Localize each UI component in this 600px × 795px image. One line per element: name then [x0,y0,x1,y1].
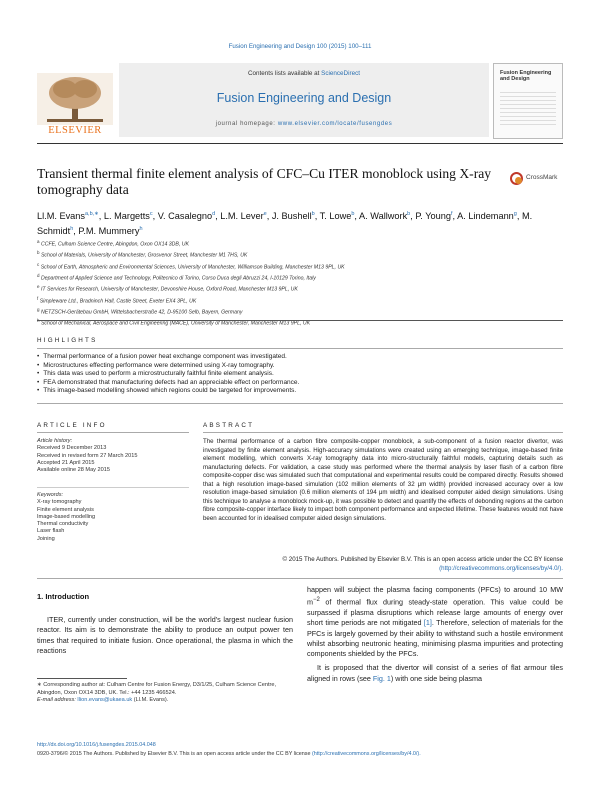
author[interactable]: Ll.M. Evans$^{a,b,∗}$ [37,211,99,222]
intro-column-right [307,585,563,688]
highlights-heading: HIGHLIGHTS [37,337,98,344]
journal-title[interactable]: Fusion Engineering and Design [216,91,392,105]
history-line: Accepted 21 April 2015 [37,459,95,466]
affiliation: $^b$ School of Materials, University of Manchester, Grosvenor Street, Manchester M1 7HS, UK [37,250,248,260]
keyword: X-ray tomography [37,499,82,506]
abstract-heading: ABSTRACT [203,422,255,429]
author[interactable]: P. Young$^f$ [415,211,453,222]
highlight-item: • Microstructures effecting performance were determined using X-ray tomography. [37,362,563,371]
author[interactable]: M. Schmidt$^h$ [37,211,533,236]
homepage-link[interactable]: www.elsevier.com/locate/fusengdes [277,121,393,127]
highlights-rule-bottom [37,403,563,404]
affiliation: $^g$ NETZSCH-Gerätebau GmbH, Wittelsbacherstraße 42, D-95100 Selb, Bayern, Germany [37,306,243,316]
abstract-bottom-rule [37,578,563,579]
author[interactable]: L.M. Lever$^e$ [220,211,267,222]
email-link[interactable]: llion.evans@ukaea.uk [77,697,133,704]
masthead-rule [37,143,563,144]
intro-paragraph: happen will subject the plasma facing components (PFCs) to around 10 MW $m^{-2}$ of thermal flux during steady-state operation. This value could be surpassed if plasma disruptions which release large amounts of energy over short time periods are not mitigated [1]. Therefore, selection of materials for the PFCs is largely governed by their ability to withstand such a hostile environment whilst absorbing neutronic heating, minimising plasma impurities and protecting components shielded by the PFCs. [307,585,563,659]
article-info-heading: ARTICLE INFO [37,422,107,429]
journal-citation[interactable]: Fusion Engineering and Design 100 (2015) 100–111 [228,43,372,50]
issn-license-line: 0920-3796/© 2015 The Authors. Published by Elsevier B.V. This is an open access article under the CC BY license (http://creativecommons.org/licenses/by/4.0/). [37,751,421,757]
keyword: Thermal conductivity [37,521,89,528]
copyright-text: © 2015 The Authors. Published by Elsevier B.V. This is an open access article under the CC BY license [282,556,563,563]
corresponding-author-footnote [37,682,293,705]
history-line: Received 9 December 2013 [37,445,107,452]
keyword: Finite element analysis [37,506,94,513]
author[interactable]: P.M. Mummery$^h$ [78,225,143,236]
affiliation-list [37,238,563,329]
masthead [37,63,563,141]
copyright-notice [203,556,563,573]
footnote-text: ∗ Corresponding author at: Culham Centre for Fusion Energy, D3/1/25, Culham Science Centre, Abingdon, Oxon OX14 3DB, UK. Tel.: +44 1235 466524. [37,682,277,696]
cover-text-lines [500,92,556,128]
abstract-text: The thermal performance of a carbon fibre composite-copper monoblock, a sub-component of a fusion reactor divertor, was investigated by finite element analysis. High-accuracy simulations were created using an emerging technique, image-based finite element modelling, which converts X-ray tomography data into micro-structurally faithful models, capturing details such as manufacturing defects. For validation, a case study was performed where the thermal analysis by laser flash of a carbon fibre composite-copper disc was simulated such that computational and experimental results could be compared directly. Results showed that a high resolution image-based simulation (102 million elements of 32 μm width) provided increased accuracy over a low resolution image-based simulation (0.6 million elements of 194 μm width) and idealised computer aided design simulations. Using this technique to analyse a monoblock mock-up, it was possible to detect and quantify the effects of debonding regions at the carbon fibre composite-copper interface likely to impact both component performance and expected lifetime. These features would not have been accounted for in idealised computer aided design simulations. [203,438,563,522]
section-divider [37,320,563,321]
history-label: Article history: [37,438,73,444]
keywords-block [37,492,189,543]
cover-title: Fusion Engineering and Design [500,70,552,82]
crossmark-label: CrossMark [526,174,558,181]
article-info-rule [37,432,189,433]
journal-homepage [119,121,489,127]
article-history [37,438,189,474]
reference-link[interactable]: [1] [423,618,432,628]
journal-cover-thumbnail[interactable] [493,63,563,139]
author[interactable]: A. Lindemann$^g$ [457,211,517,222]
journal-banner [119,63,489,137]
highlight-item: • FEA demonstrated that manufacturing defects had an appreciable effect on performance. [37,379,563,388]
keywords-label: Keywords: [37,492,64,498]
author[interactable]: A. Wallwork$^b$ [359,211,411,222]
article-title: Transient thermal finite element analysis of CFC–Cu ITER monoblock using X-ray tomography data [37,166,492,197]
author-list: Ll.M. Evans$^{a,b,∗}$, L. Margetts$^c$, V. Casalegno$^d$, L.M. Lever$^e$, J. Bushell$^b$, T. Lowe$^b$, A. Wallwork$^b$, P. Young$^f$, A. Lindemann$^g$, M. Schmidt$^h$, P.M. Mummery$^h$ [37,211,533,236]
highlight-item: • This data was used to perform a microstructurally faithful finite element analysis. [37,370,563,379]
author[interactable]: J. Bushell$^b$ [271,211,315,222]
history-line: Received in revised form 27 March 2015 [37,452,138,459]
intro-paragraph: It is proposed that the divertor will consist of a series of flat armour tiles aligned in rows (see Fig. 1) with one side being plasma [307,663,563,683]
crossmark-badge[interactable] [510,172,562,186]
homepage-label: journal homepage: [215,121,276,127]
highlight-item: • This image-based modelling showed which regions could be targeted for improvements. [37,387,563,396]
keyword: Laser flash [37,528,65,535]
intro-paragraph-left: ITER, currently under construction, will be the world's largest nuclear fusion reactor. Its aim is to demonstrate the ability to produce an output power ten times that required to initiate fusion. Once operational, the plasma in which the reactions [37,615,293,655]
license-link[interactable]: (http://creativecommons.org/licenses/by/4.0/). [439,564,563,572]
footnote-rule [37,678,127,679]
author[interactable]: T. Lowe$^b$ [319,211,355,222]
highlights-list [37,353,563,396]
author[interactable]: L. Margetts$^c$ [103,211,153,222]
affiliation: $^h$ School of Mechanical, Aerospace and Civil Engineering (MACE), University of Manchester, Manchester M13 9PL, UK [37,318,311,328]
sciencedirect-link[interactable]: ScienceDirect [321,70,360,77]
affiliation: $^c$ School of Earth, Atmospheric and Environmental Sciences, University of Manchester, Williamson Building, Manchester M13 9PL, UK [37,261,345,271]
contents-prefix: Contents lists available at [247,70,320,77]
figure-link[interactable]: Fig. 1 [372,673,391,683]
bottom-license-link[interactable]: (http://creativecommons.org/licenses/by/4.0/). [311,751,421,757]
publisher-name[interactable]: ELSEVIER [48,125,102,136]
affiliation: $^a$ CCFE, Culham Science Centre, Abingdon, Oxon OX14 3DB, UK [37,239,189,248]
keywords-rule [37,487,189,488]
section-heading-introduction: 1. Introduction [37,592,90,601]
author[interactable]: V. Casalegno$^d$ [157,211,216,222]
history-line: Available online 28 May 2015 [37,467,110,474]
highlight-item: • Thermal performance of a fusion power heat exchange component was investigated. [37,353,563,362]
abstract-rule [203,432,563,433]
affiliation: $^d$ Department of Applied Science and Technology, Politecnico di Torino, Corso Duca degli Abruzzi 24, I-10129 Torino, Italy [37,272,316,282]
keyword: Joining [37,535,55,542]
affiliation: $^e$ IT Services for Research, University of Manchester, Devonshire House, Oxford Road, Manchester M13 9PL, UK [37,284,298,294]
highlights-rule-top [37,348,563,349]
contents-line [119,70,489,77]
doi-link[interactable]: http://dx.doi.org/10.1016/j.fusengdes.2015.04.048 [37,742,156,748]
keyword: Image-based modelling [37,513,96,520]
crossmark-icon [510,172,523,185]
affiliation: $^f$ Simpleware Ltd., Bradninch Hall, Castle Street, Exeter EX4 3PL, UK [37,295,197,305]
footnote-email: E-mail address: llion.evans@ukaea.uk (Ll.M. Evans). [37,697,169,704]
